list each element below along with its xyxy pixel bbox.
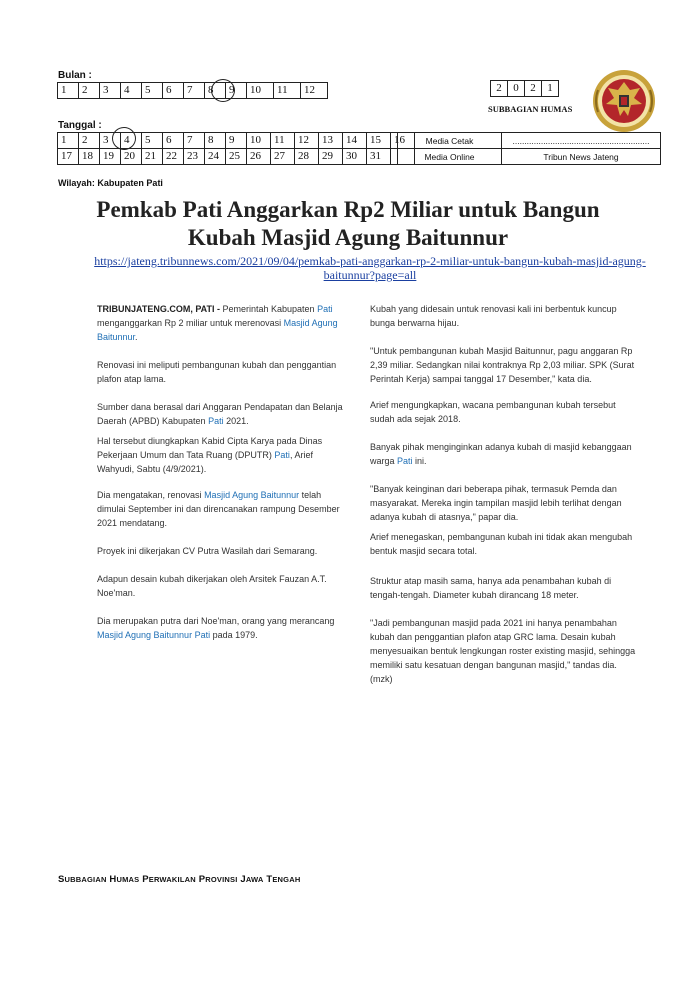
url-line[interactable]: baitunnur?page=all: [323, 268, 417, 282]
month-cell: 5: [142, 83, 163, 99]
date-cell: 21: [142, 149, 163, 165]
article-title: [40, 196, 656, 252]
paragraph: Renovasi ini meliputi pembangunan kubah dan penggantian plafon atap lama.: [97, 360, 337, 384]
footer-label: SUBBAGIAN HUMAS PERWAKILAN PROVINSI JAWA TENGAH: [58, 874, 301, 885]
link-masjid-pati[interactable]: Masjid Agung Baitunnur Pati: [97, 630, 211, 640]
paragraph: Proyek ini dikerjakan CV Putra Wasilah dari Semarang.: [97, 546, 318, 556]
date-cell: 27: [271, 149, 295, 165]
humas-emblem-icon: [590, 68, 658, 134]
date-cell: 19: [100, 149, 121, 165]
month-cell-selected: 9: [226, 83, 247, 99]
link-masjid[interactable]: Masjid Agung Baitunnur: [204, 490, 300, 500]
paragraph: "Jadi pembangunan masjid pada 2021 ini hanya penambahan kubah dan penggantian plafon atap GRC lama. Desain kubah menyesuaikan bentuk lengkungan roster existing masjid, sehingga memiliki satu kesatuan dengan bangunan masjid," tandas dia. (mzk): [370, 618, 636, 684]
wilayah-label: Wilayah: Kabupaten Pati: [58, 178, 163, 188]
paragraph: Arief menegaskan, pembangunan kubah ini tidak akan mengubah bentuk masjid secara total.: [370, 532, 633, 556]
month-cell: 7: [184, 83, 205, 99]
selected-month-circle: [211, 79, 235, 102]
media-online-label: Media Online: [398, 149, 502, 165]
bulan-label: Bulan :: [58, 70, 92, 81]
url-line[interactable]: https://jateng.tribunnews.com/2021/09/04/pemkab-pati-anggarkan-rp-2-miliar-untuk-bangun-kubah-masjid-agung-: [94, 254, 646, 268]
date-cell: 22: [163, 149, 184, 165]
paragraph: Sumber dana berasal dari Anggaran Pendapatan dan Belanja Daerah (APBD) Kabupaten Pati 2021.: [97, 402, 343, 426]
date-cell: 18: [79, 149, 100, 165]
date-grid: [57, 132, 415, 165]
paragraph: "Untuk pembangunan kubah Masjid Baitunnur, pagu anggaran Rp 2,39 miliar. Sedangkan nilai kontraknya Rp 2,03 miliar. SPK (Surat Perintah Kerja) sampai tanggal 17 Desember," kata dia.: [370, 346, 635, 384]
month-cell: 10: [247, 83, 274, 99]
paragraph: TRIBUNJATENG.COM, PATI - Pemerintah Kabupaten Pati menganggarkan Rp 2 miliar untuk merenovasi Masjid Agung Baitunnur.: [97, 304, 338, 342]
source-url[interactable]: [60, 254, 680, 282]
date-cell: 20: [121, 149, 142, 165]
date-cell: 3: [100, 133, 121, 149]
date-cell: 6: [163, 133, 184, 149]
link-pati[interactable]: Pati: [317, 304, 333, 314]
year-digit: 2: [491, 81, 508, 97]
date-cell: 25: [226, 149, 247, 165]
date-cell: 30: [343, 149, 367, 165]
year-digit: 0: [508, 81, 525, 97]
date-cell: 29: [319, 149, 343, 165]
date-cell: 16: [391, 133, 415, 149]
date-cell: 28: [295, 149, 319, 165]
link-pati[interactable]: Pati: [208, 416, 224, 426]
media-online-value: Tribun News Jateng: [502, 149, 661, 165]
media-cetak-value: ..........................................................: [502, 133, 661, 149]
date-cell: 24: [205, 149, 226, 165]
date-cell: 2: [79, 133, 100, 149]
subbagian-label: SUBBAGIAN HUMAS: [488, 104, 573, 114]
dateline: TRIBUNJATENG.COM, PATI -: [97, 304, 220, 314]
paragraph: Dia merupakan putra dari Noe'man, orang yang merancang Masjid Agung Baitunnur Pati pada 1979.: [97, 616, 335, 640]
paragraph: Struktur atap masih sama, hanya ada penambahan kubah di tengah-tengah. Diameter kubah dirancang 18 meter.: [370, 576, 612, 600]
paragraph: Dia mengatakan, renovasi Masjid Agung Baitunnur telah dimulai September ini dan direncanakan rampung Desember 2021 mendatang.: [97, 490, 340, 528]
date-cell: 7: [184, 133, 205, 149]
selected-date-circle: [112, 127, 136, 150]
date-cell: 15: [367, 133, 391, 149]
paragraph: Banyak pihak menginginkan adanya kubah di masjid kebanggaan warga Pati ini.: [370, 442, 632, 466]
month-grid: [57, 82, 328, 99]
date-cell: 9: [226, 133, 247, 149]
date-cell: 26: [247, 149, 271, 165]
title-line: Pemkab Pati Anggarkan Rp2 Miliar untuk Bangun: [96, 197, 600, 222]
date-cell: 8: [205, 133, 226, 149]
year-digit: 2: [525, 81, 542, 97]
date-cell: 12: [295, 133, 319, 149]
date-cell: 13: [319, 133, 343, 149]
month-cell: 8: [205, 83, 226, 99]
month-cell: 2: [79, 83, 100, 99]
paragraph: "Banyak keinginan dari beberapa pihak, termasuk Pemda dan masyarakat. Mereka ingin tampilan masjid lebih terlihat dengan adanya kubah di atasnya," papar dia.: [370, 484, 622, 522]
tanggal-label: Tanggal :: [58, 120, 102, 131]
date-cell: 23: [184, 149, 205, 165]
date-cell: 17: [58, 149, 79, 165]
date-cell: 11: [271, 133, 295, 149]
title-line: Kubah Masjid Agung Baitunnur: [187, 225, 509, 250]
month-cell: 12: [301, 83, 328, 99]
month-cell: 11: [274, 83, 301, 99]
date-cell-selected: 4: [121, 133, 142, 149]
month-cell: 1: [58, 83, 79, 99]
media-cetak-label: Media Cetak: [398, 133, 502, 149]
link-pati[interactable]: Pati: [274, 450, 290, 460]
paragraph: Kubah yang didesain untuk renovasi kali ini berbentuk kuncup bunga berwarna hijau.: [370, 304, 617, 328]
date-cell: 14: [343, 133, 367, 149]
link-pati[interactable]: Pati: [397, 456, 413, 466]
year-grid: [490, 80, 559, 97]
paragraph: Hal tersebut diungkapkan Kabid Cipta Karya pada Dinas Pekerjaan Umum dan Tata Ruang (DPUTR) Pati, Arief Wahyudi, Sabtu (4/9/2021).: [97, 436, 323, 474]
month-cell: 3: [100, 83, 121, 99]
paragraph: Adapun desain kubah dikerjakan oleh Arsitek Fauzan A.T. Noe'man.: [97, 574, 327, 598]
paragraph: Arief mengungkapkan, wacana pembangunan kubah tersebut sudah ada sejak 2018.: [370, 400, 616, 424]
date-cell: 5: [142, 133, 163, 149]
link-masjid[interactable]: Masjid Agung Baitunnur: [97, 318, 338, 342]
year-digit: 1: [542, 81, 559, 97]
month-cell: 4: [121, 83, 142, 99]
date-cell: 10: [247, 133, 271, 149]
media-table: [397, 132, 661, 165]
date-cell: 31: [367, 149, 391, 165]
month-cell: 6: [163, 83, 184, 99]
date-cell: 1: [58, 133, 79, 149]
